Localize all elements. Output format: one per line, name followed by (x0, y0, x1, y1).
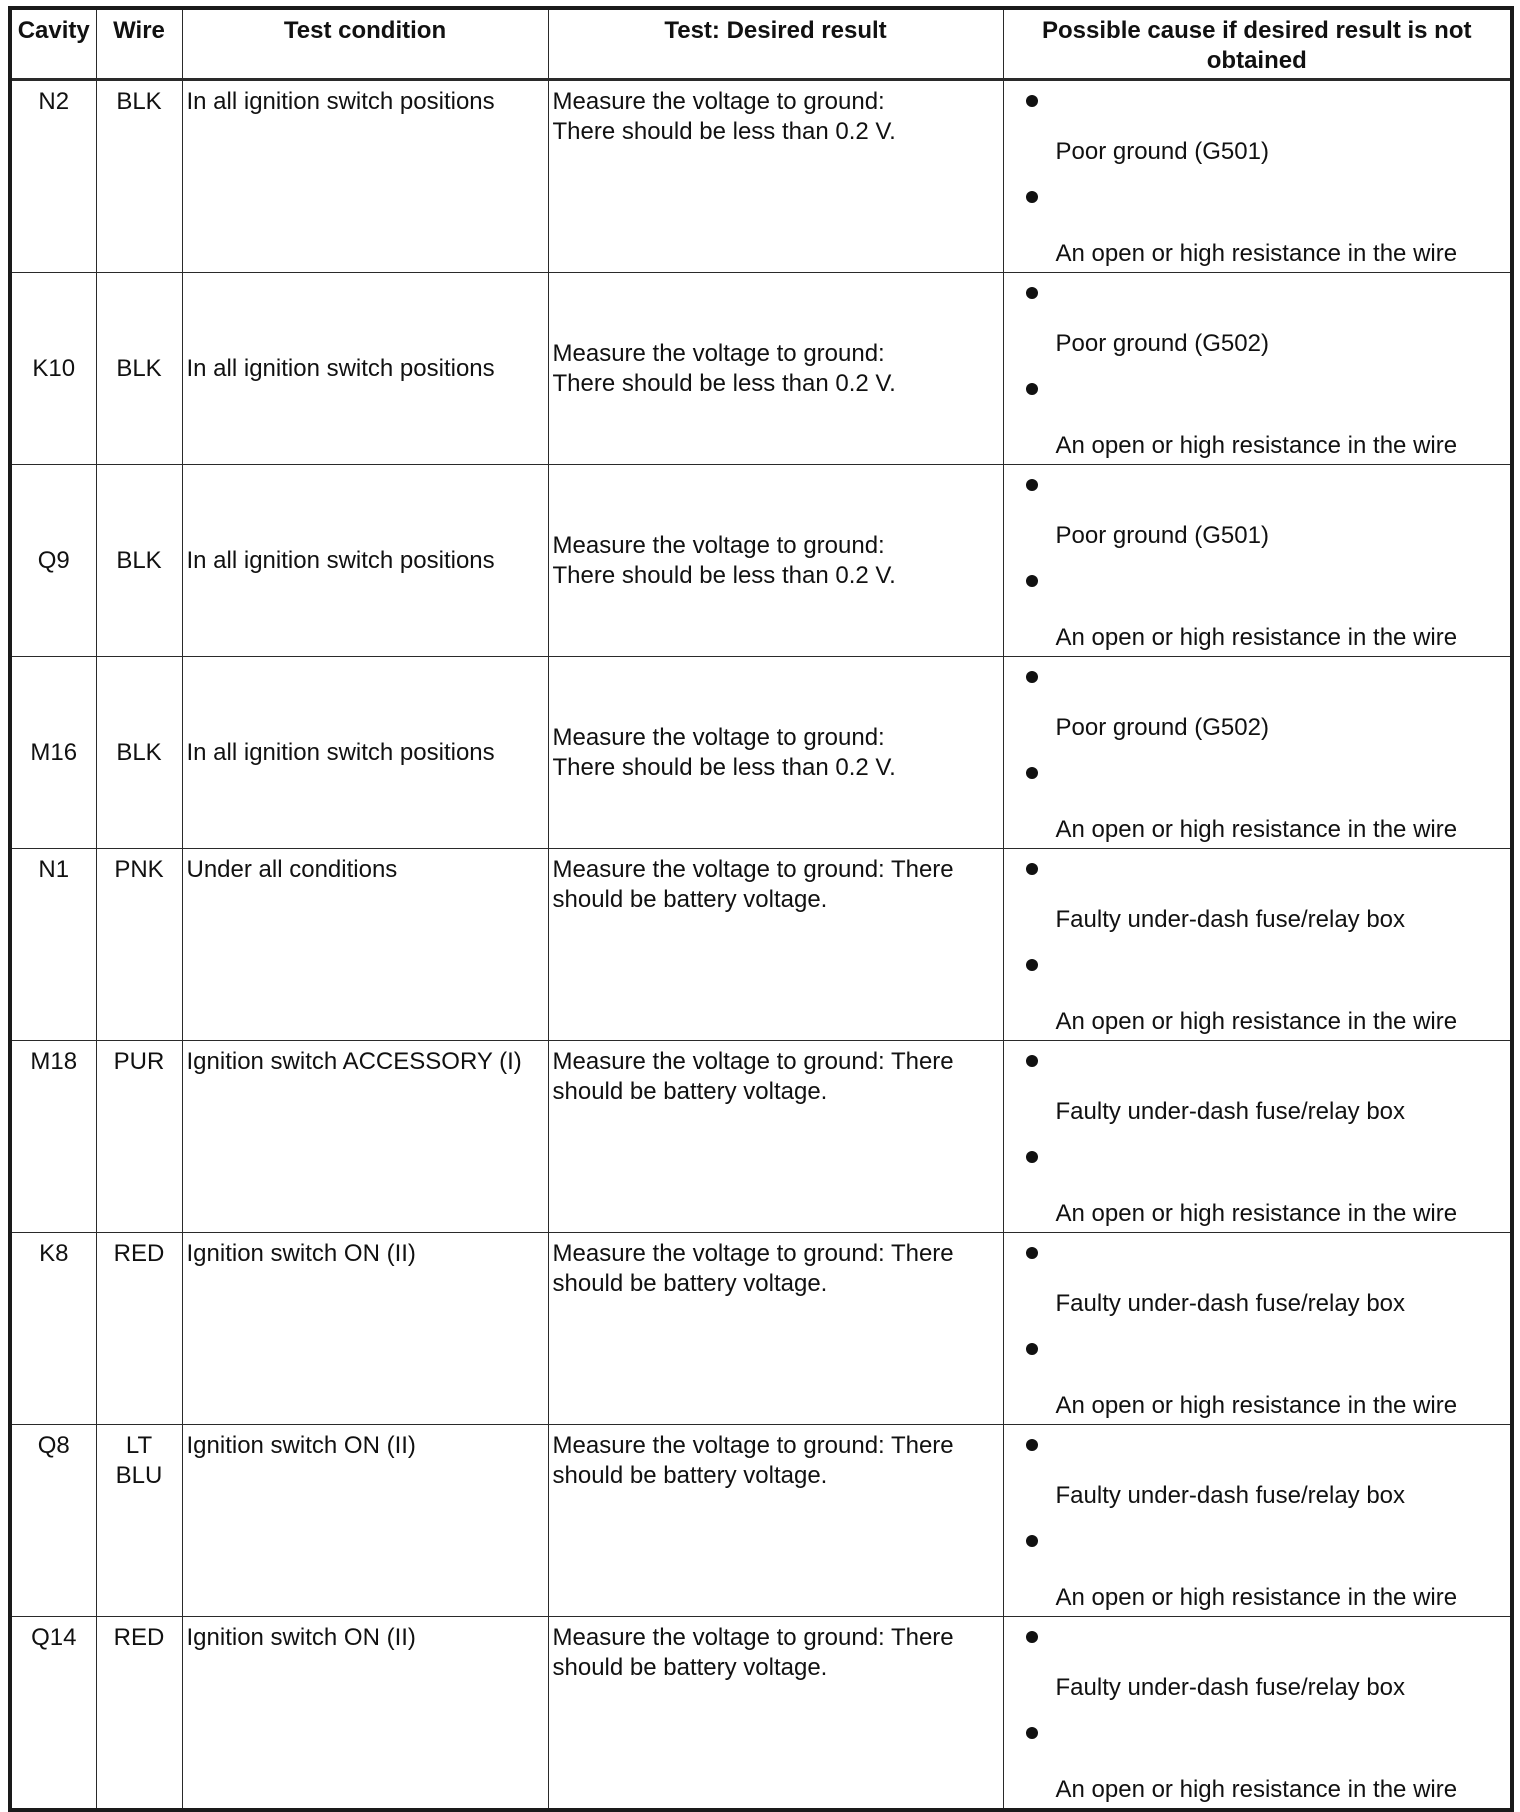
desired-result-cell: Measure the voltage to ground: There should be battery voltage. (548, 1233, 1003, 1425)
bullet-icon (1026, 1247, 1038, 1259)
test-condition-cell: Ignition switch ON (II) (182, 1425, 548, 1617)
header-possible-cause: Possible cause if desired result is not obtained (1003, 8, 1512, 80)
cause-item (1004, 81, 1511, 177)
wire-cell: LT BLU (96, 1425, 182, 1617)
cause-item (1004, 1041, 1511, 1137)
cause-text: Poor ground (G501) (1055, 522, 1269, 549)
bullet-icon (1026, 287, 1038, 299)
cause-text: An open or high resistance in the wire (1055, 240, 1458, 267)
possible-cause-cell (1003, 1425, 1512, 1617)
bullet-icon (1026, 479, 1038, 491)
table-row (10, 657, 1512, 849)
bullet-icon (1026, 1055, 1038, 1067)
diagnostic-table (8, 6, 1514, 1812)
desired-result-cell: Measure the voltage to ground: There should be less than 0.2 V. (548, 80, 1003, 273)
cause-item (1004, 849, 1511, 945)
cause-text: An open or high resistance in the wire (1055, 624, 1458, 651)
bullet-icon (1026, 1439, 1038, 1451)
bullet-icon (1026, 959, 1038, 971)
table-row (10, 1233, 1512, 1425)
cause-text: An open or high resistance in the wire (1055, 1776, 1458, 1803)
bullet-icon (1026, 1535, 1038, 1547)
bullet-icon (1026, 191, 1038, 203)
test-condition-cell: Ignition switch ON (II) (182, 1233, 548, 1425)
test-condition-cell: In all ignition switch positions (182, 465, 548, 657)
bullet-icon (1026, 1343, 1038, 1355)
bullet-icon (1026, 383, 1038, 395)
possible-cause-cell (1003, 465, 1512, 657)
table-row (10, 1617, 1512, 1811)
cause-item (1004, 177, 1511, 273)
cavity-cell: Q8 (10, 1425, 96, 1617)
cause-item (1004, 945, 1511, 1041)
bullet-icon (1026, 863, 1038, 875)
cause-text: An open or high resistance in the wire (1055, 432, 1458, 459)
wire-cell: BLK (96, 80, 182, 273)
cavity-cell: M16 (10, 657, 96, 849)
cause-item (1004, 1521, 1511, 1617)
possible-cause-cell (1003, 1233, 1512, 1425)
cause-item (1004, 1233, 1511, 1329)
header-desired-result: Test: Desired result (548, 8, 1003, 80)
bullet-icon (1026, 95, 1038, 107)
cause-item (1004, 1617, 1511, 1713)
wire-cell: RED (96, 1617, 182, 1811)
cause-text: An open or high resistance in the wire (1055, 1584, 1458, 1611)
cause-item (1004, 273, 1511, 369)
table-row (10, 1425, 1512, 1617)
cause-text: An open or high resistance in the wire (1055, 816, 1458, 843)
cause-text: Poor ground (G501) (1055, 138, 1269, 165)
cause-item (1004, 1425, 1511, 1521)
cause-text: An open or high resistance in the wire (1055, 1392, 1458, 1419)
bullet-icon (1026, 1727, 1038, 1739)
table-row (10, 273, 1512, 465)
test-condition-cell: Ignition switch ACCESSORY (I) (182, 1041, 548, 1233)
possible-cause-cell (1003, 1041, 1512, 1233)
header-cavity: Cavity (10, 8, 96, 80)
table-row (10, 1041, 1512, 1233)
cause-text: Faulty under-dash fuse/relay box (1055, 906, 1406, 933)
wire-cell: PUR (96, 1041, 182, 1233)
table-row (10, 849, 1512, 1041)
desired-result-cell: Measure the voltage to ground: There should be battery voltage. (548, 1617, 1003, 1811)
desired-result-cell: Measure the voltage to ground: There should be battery voltage. (548, 849, 1003, 1041)
cavity-cell: Q9 (10, 465, 96, 657)
wire-cell: BLK (96, 465, 182, 657)
possible-cause-cell (1003, 849, 1512, 1041)
test-condition-cell: Under all conditions (182, 849, 548, 1041)
cause-text: Faulty under-dash fuse/relay box (1055, 1098, 1406, 1125)
desired-result-cell: Measure the voltage to ground: There should be less than 0.2 V. (548, 465, 1003, 657)
cause-text: Faulty under-dash fuse/relay box (1055, 1482, 1406, 1509)
desired-result-cell: Measure the voltage to ground: There should be battery voltage. (548, 1041, 1003, 1233)
wire-cell: BLK (96, 657, 182, 849)
test-condition-cell: In all ignition switch positions (182, 657, 548, 849)
header-test-condition: Test condition (182, 8, 548, 80)
table-row (10, 80, 1512, 273)
cavity-cell: K8 (10, 1233, 96, 1425)
cause-item (1004, 1137, 1511, 1233)
cavity-cell: N2 (10, 80, 96, 273)
bullet-icon (1026, 671, 1038, 683)
cause-text: An open or high resistance in the wire (1055, 1200, 1458, 1227)
cause-item (1004, 561, 1511, 657)
bullet-icon (1026, 767, 1038, 779)
bullet-icon (1026, 575, 1038, 587)
cavity-cell: K10 (10, 273, 96, 465)
cavity-cell: N1 (10, 849, 96, 1041)
cavity-cell: Q14 (10, 1617, 96, 1811)
cause-text: Faulty under-dash fuse/relay box (1055, 1674, 1406, 1701)
header-row (10, 8, 1512, 80)
cause-text: Faulty under-dash fuse/relay box (1055, 1290, 1406, 1317)
cause-text: Poor ground (G502) (1055, 714, 1269, 741)
possible-cause-cell (1003, 273, 1512, 465)
desired-result-cell: Measure the voltage to ground: There should be less than 0.2 V. (548, 657, 1003, 849)
cause-text: Poor ground (G502) (1055, 330, 1269, 357)
possible-cause-cell (1003, 1617, 1512, 1811)
cause-item (1004, 753, 1511, 849)
possible-cause-cell (1003, 657, 1512, 849)
test-condition-cell: Ignition switch ON (II) (182, 1617, 548, 1811)
cavity-cell: M18 (10, 1041, 96, 1233)
diagnostic-table-sheet (8, 6, 1510, 1803)
cause-item (1004, 1713, 1511, 1809)
header-wire: Wire (96, 8, 182, 80)
desired-result-cell: Measure the voltage to ground: There should be battery voltage. (548, 1425, 1003, 1617)
cause-item (1004, 657, 1511, 753)
wire-cell: RED (96, 1233, 182, 1425)
cause-text: An open or high resistance in the wire (1055, 1008, 1458, 1035)
table-row (10, 465, 1512, 657)
cause-item (1004, 369, 1511, 465)
wire-cell: PNK (96, 849, 182, 1041)
bullet-icon (1026, 1151, 1038, 1163)
test-condition-cell: In all ignition switch positions (182, 273, 548, 465)
wire-cell: BLK (96, 273, 182, 465)
test-condition-cell: In all ignition switch positions (182, 80, 548, 273)
desired-result-cell: Measure the voltage to ground: There should be less than 0.2 V. (548, 273, 1003, 465)
possible-cause-cell (1003, 80, 1512, 273)
cause-item (1004, 1329, 1511, 1425)
bullet-icon (1026, 1631, 1038, 1643)
cause-item (1004, 465, 1511, 561)
